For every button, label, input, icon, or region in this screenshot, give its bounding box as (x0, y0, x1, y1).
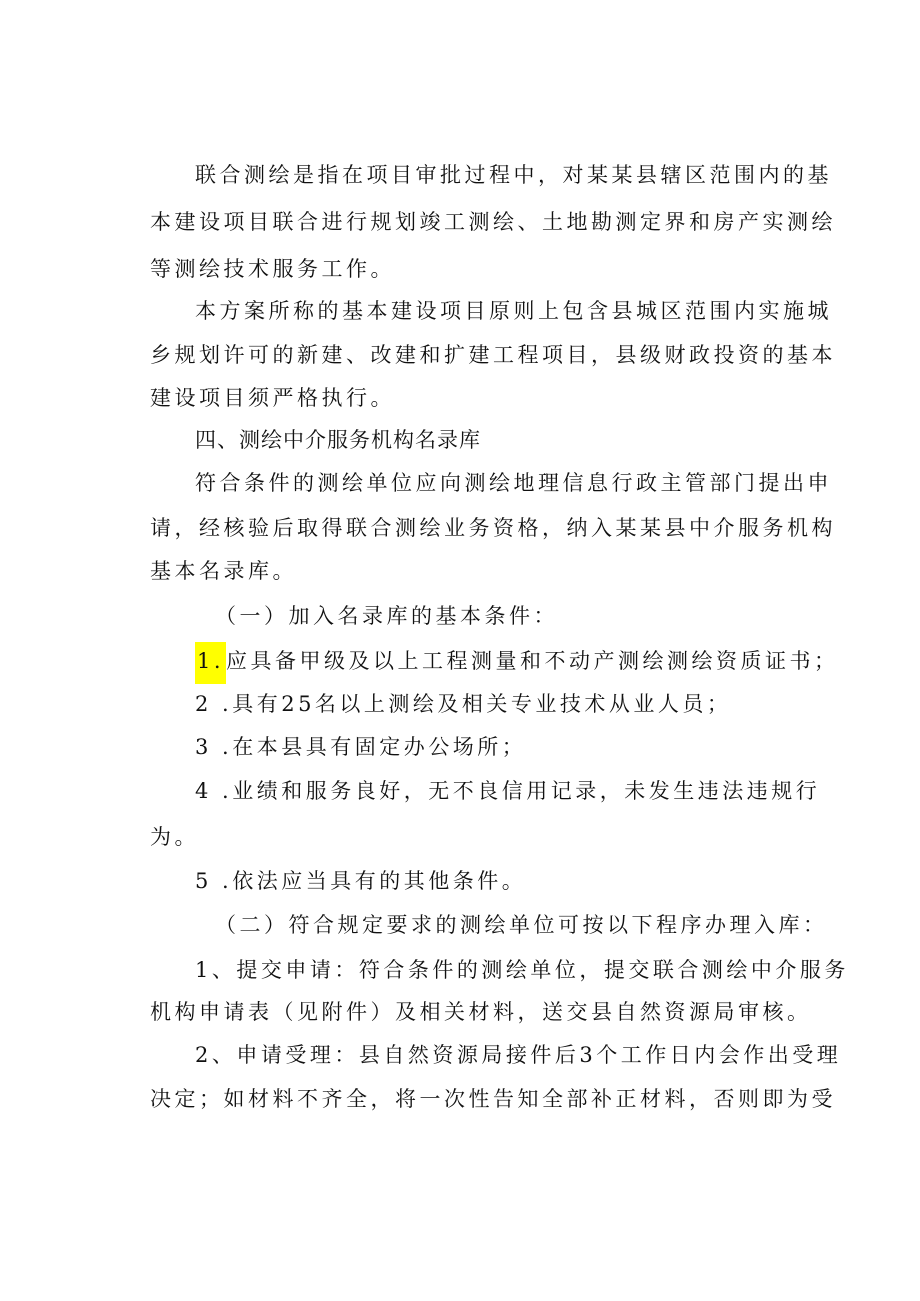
section-heading-4: 四、测绘中介服务机构名录库 (195, 428, 481, 452)
paragraph-1-line-2: 本建设项目联合进行规划竣工测绘、土地勘测定界和房产实测绘 (150, 210, 836, 234)
step-2-line-2: 决定；如材料不齐全，将一次性告知全部补正材料，否则即为受 (150, 1087, 836, 1111)
paragraph-2-line-2: 乡规划许可的新建、改建和扩建工程项目，县级财政投资的基本 (150, 343, 836, 367)
step-1-line-2: 机构申请表（见附件）及相关材料，送交县自然资源局审核。 (150, 1000, 812, 1024)
condition-4-line-2: 为。 (150, 825, 199, 849)
paragraph-3-line-3: 基本名录库。 (150, 559, 297, 583)
subsection-2-heading: （二）符合规定要求的测绘单位可按以下程序办理入库： (215, 913, 828, 937)
condition-2: 2 .具有25名以上测绘及相关专业技术从业人员； (195, 692, 732, 716)
condition-1 (195, 646, 839, 676)
paragraph-3-line-1: 符合条件的测绘单位应向测绘地理信息行政主管部门提出申 (195, 471, 832, 495)
paragraph-2-line-3: 建设项目须严格执行。 (150, 386, 395, 410)
paragraph-1-line-3: 等测绘技术服务工作。 (150, 257, 395, 281)
paragraph-2-line-1: 本方案所称的基本建设项目原则上包含县城区范围内实施城 (195, 299, 832, 323)
paragraph-3-line-2: 请，经核验后取得联合测绘业务资格，纳入某某县中介服务机构 (150, 516, 836, 540)
condition-3: 3 .在本县具有固定办公场所； (195, 735, 527, 759)
step-2-line-1: 2、申请受理：县自然资源局接件后3个工作日内会作出受理 (195, 1043, 842, 1067)
step-1-line-1: 1、提交申请：符合条件的测绘单位，提交联合测绘中介服务 (195, 958, 849, 982)
condition-5: 5 .依法应当具有的其他条件。 (195, 869, 527, 893)
subsection-1-heading: （一）加入名录库的基本条件： (215, 604, 558, 628)
highlighted-number: 1. (195, 642, 226, 684)
condition-1-text: 应具备甲级及以上工程测量和不动产测绘测绘资质证书； (226, 649, 839, 673)
condition-4-line-1: 4 .业绩和服务良好，无不良信用记录，未发生违法违规行 (195, 779, 821, 803)
paragraph-1-line-1: 联合测绘是指在项目审批过程中，对某某县辖区范围内的基 (195, 163, 832, 187)
